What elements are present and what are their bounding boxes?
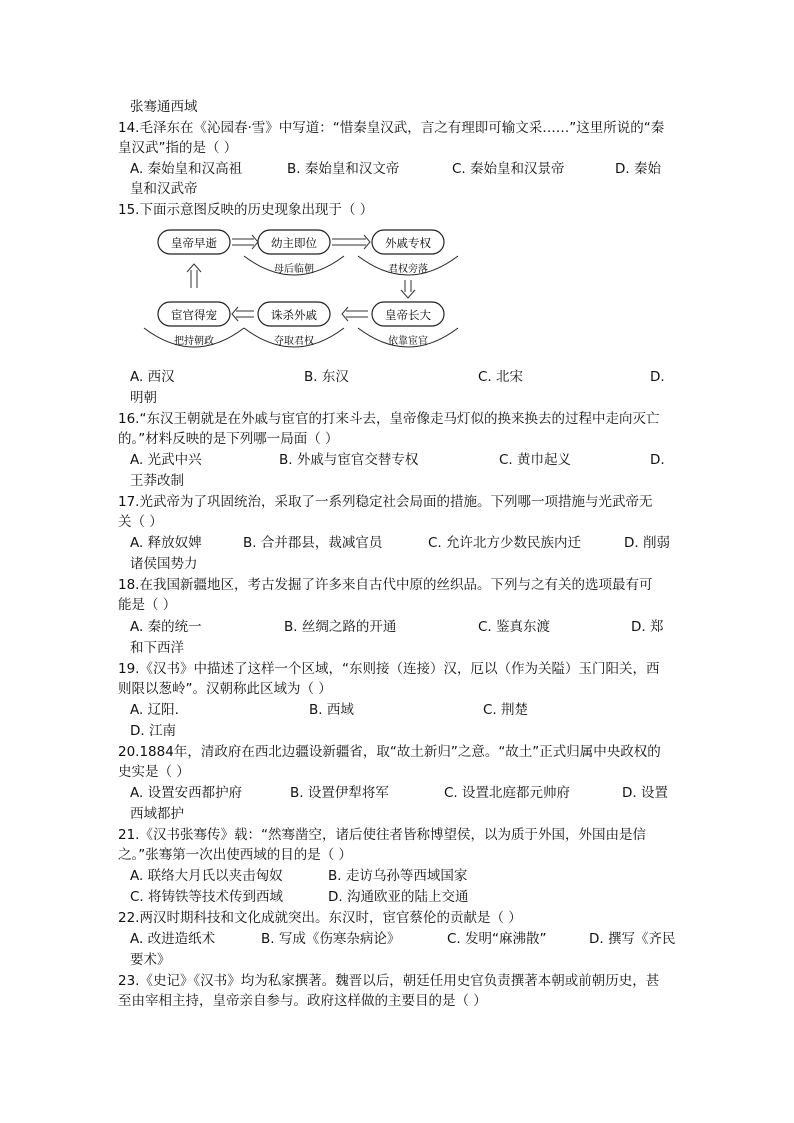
q16-option-d: D. xyxy=(650,452,665,468)
svg-text:外戚专权: 外戚专权 xyxy=(385,236,431,250)
q16-option-a: A. 光武中兴 xyxy=(130,452,202,468)
q21-option-b: B. 走访乌孙等西域国家 xyxy=(328,868,468,884)
q13-option-d-tail: 张骞通西域 xyxy=(130,99,198,115)
q14-stem-line2: 皇汉武”指的是（ ） xyxy=(118,140,238,156)
svg-text:皇帝早逝: 皇帝早逝 xyxy=(171,236,217,250)
arrow-down xyxy=(401,280,415,298)
q18-option-d: D. 郑 xyxy=(631,619,664,635)
q14-option-d-cont: 皇和汉武帝 xyxy=(130,181,198,197)
q20-option-d-cont: 西域都护 xyxy=(130,806,184,822)
q20-stem-line1: 20.1884年，清政府在西北边疆设新疆省，取“故土新归”之意。“故土”正式归属中央政权的 xyxy=(118,744,661,760)
q23-stem-line1: 23.《史记》《汉书》均为私家撰著。魏晋以后，朝廷任用史官负责撰著本朝或前朝历史，甚 xyxy=(118,973,660,989)
q22-stem: 22.两汉时期科技和文化成就突出。东汉时，宦官蔡伦的贡献是（ ） xyxy=(118,910,522,926)
q22-option-d-cont: 要术》 xyxy=(130,952,171,968)
svg-text:夺取君权: 夺取君权 xyxy=(274,336,314,347)
arrow-left-2 xyxy=(232,307,254,321)
q18-option-d-cont: 和下西洋 xyxy=(130,640,184,656)
q17-option-c: C. 允许北方少数民族内迁 xyxy=(428,535,582,551)
q20-option-b: B. 设置伊犁将军 xyxy=(290,785,389,801)
q15-flow-diagram xyxy=(140,222,465,352)
q17-stem-line2: 关（ ） xyxy=(118,514,163,530)
q16-option-d-cont: 王莽改制 xyxy=(130,473,184,489)
box-kill-consorts xyxy=(244,302,344,347)
q20-option-a: A. 设置安西都护府 xyxy=(130,785,243,801)
q15-option-c: C. 北宋 xyxy=(478,369,524,385)
q18-option-c: C. 鉴真东渡 xyxy=(478,619,551,635)
q16-stem-line2: 的。”材料反映的是下列哪一局面（ ） xyxy=(118,431,339,447)
q16-option-b: B. 外戚与宦官交替专权 xyxy=(279,452,419,468)
box-young-ruler xyxy=(244,230,344,275)
svg-text:皇帝长大: 皇帝长大 xyxy=(385,308,431,322)
q17-option-a: A. 释放奴婢 xyxy=(130,535,202,551)
q19-option-d: D. 江南 xyxy=(130,723,176,739)
q15-option-b: B. 东汉 xyxy=(304,369,349,385)
q14-stem-line1: 14.毛泽东在《沁园春·雪》中写道：“惜秦皇汉武，言之有理即可输文采……”这里所说的“秦 xyxy=(118,120,665,136)
box-emperor-died-early xyxy=(158,230,230,254)
svg-text:宦官得宠: 宦官得宠 xyxy=(171,308,217,322)
q20-stem-line2: 史实是（ ） xyxy=(118,764,190,780)
q22-option-c: C. 发明“麻沸散” xyxy=(447,931,547,947)
q21-stem-line2: 之。”张骞第一次出使西域的目的是（ ） xyxy=(118,847,353,863)
svg-text:诛杀外戚: 诛杀外戚 xyxy=(271,308,317,322)
q16-option-c: C. 黄巾起义 xyxy=(499,452,572,468)
q18-option-b: B. 丝绸之路的开通 xyxy=(284,619,397,635)
q17-option-b: B. 合并郡县，裁减官员 xyxy=(243,535,383,551)
q15-option-a: A. 西汉 xyxy=(130,369,175,385)
q14-option-a: A. 秦始皇和汉高祖 xyxy=(130,161,243,177)
q21-option-a: A. 联络大月氏以夹击匈奴 xyxy=(130,868,283,884)
arrow-up xyxy=(187,264,201,288)
box-consort-power xyxy=(358,230,458,275)
box-emperor-grown xyxy=(358,302,458,347)
q18-stem-line1: 18.在我国新疆地区，考古发掘了许多来自古代中原的丝织品。下列与之有关的选项最有可 xyxy=(118,577,653,593)
q21-option-d: D. 沟通欧亚的陆上交通 xyxy=(328,889,469,905)
svg-text:把持朝政: 把持朝政 xyxy=(174,336,214,347)
q18-stem-line2: 能是（ ） xyxy=(118,597,177,613)
q22-option-a: A. 改进造纸术 xyxy=(130,931,216,947)
q19-option-a: A. 辽阳. xyxy=(130,702,179,718)
arrow-right-2 xyxy=(332,235,370,249)
q19-option-c: C. 荆楚 xyxy=(483,702,529,718)
q15-stem: 15.下面示意图反映的历史现象出现于（ ） xyxy=(118,202,374,218)
q19-option-b: B. 西域 xyxy=(309,702,354,718)
q22-option-b: B. 写成《伤寒杂病论》 xyxy=(261,931,401,947)
q20-option-d: D. 设置 xyxy=(622,785,668,801)
q17-option-d: D. 削弱 xyxy=(624,535,670,551)
q15-option-d: D. xyxy=(650,369,665,385)
q21-stem-line1: 21.《汉书张骞传》载：“然骞凿空，诸后使往者皆称博望侯，以为质于外国，外国由是信 xyxy=(118,827,646,843)
svg-text:依靠宦官: 依靠宦官 xyxy=(388,336,428,347)
arrow-right-1 xyxy=(232,235,258,249)
q15-option-d-cont: 明朝 xyxy=(130,390,157,406)
q19-stem-line1: 19.《汉书》中描述了这样一个区域，“东则接（连接）汉，厄以（作为关隘）玉门阳关，西 xyxy=(118,661,660,677)
q17-option-d-cont: 诸侯国势力 xyxy=(130,556,198,572)
q21-option-c: C. 将铸铁等技术传到西域 xyxy=(130,889,284,905)
svg-text:君权旁落: 君权旁落 xyxy=(388,264,428,275)
q14-option-c: C. 秦始皇和汉景帝 xyxy=(452,161,565,177)
q23-stem-line2: 至由宰相主持，皇帝亲自参与。政府这样做的主要目的是（ ） xyxy=(118,993,487,1009)
arrow-left-1 xyxy=(342,307,368,321)
q17-stem-line1: 17.光武帝为了巩固统治，采取了一系列稳定社会局面的措施。下列哪一项措施与光武帝无 xyxy=(118,494,653,510)
q16-stem-line1: 16.“东汉王朝就是在外戚与宦官的打来斗去，皇帝像走马灯似的换来换去的过程中走向灭亡 xyxy=(118,411,660,427)
q22-option-d: D. 撰写《齐民 xyxy=(589,931,676,947)
box-eunuch-favored xyxy=(144,302,244,347)
svg-text:母后临朝: 母后临朝 xyxy=(274,264,314,275)
q18-option-a: A. 秦的统一 xyxy=(130,619,202,635)
svg-text:幼主即位: 幼主即位 xyxy=(271,236,317,250)
q20-option-c: C. 设置北庭都元帅府 xyxy=(444,785,571,801)
q19-stem-line2: 则限以葱岭”。汉朝称此区域为（ ） xyxy=(118,681,332,697)
q14-option-b: B. 秦始皇和汉文帝 xyxy=(287,161,400,177)
q14-option-d: D. 秦始 xyxy=(615,161,661,177)
